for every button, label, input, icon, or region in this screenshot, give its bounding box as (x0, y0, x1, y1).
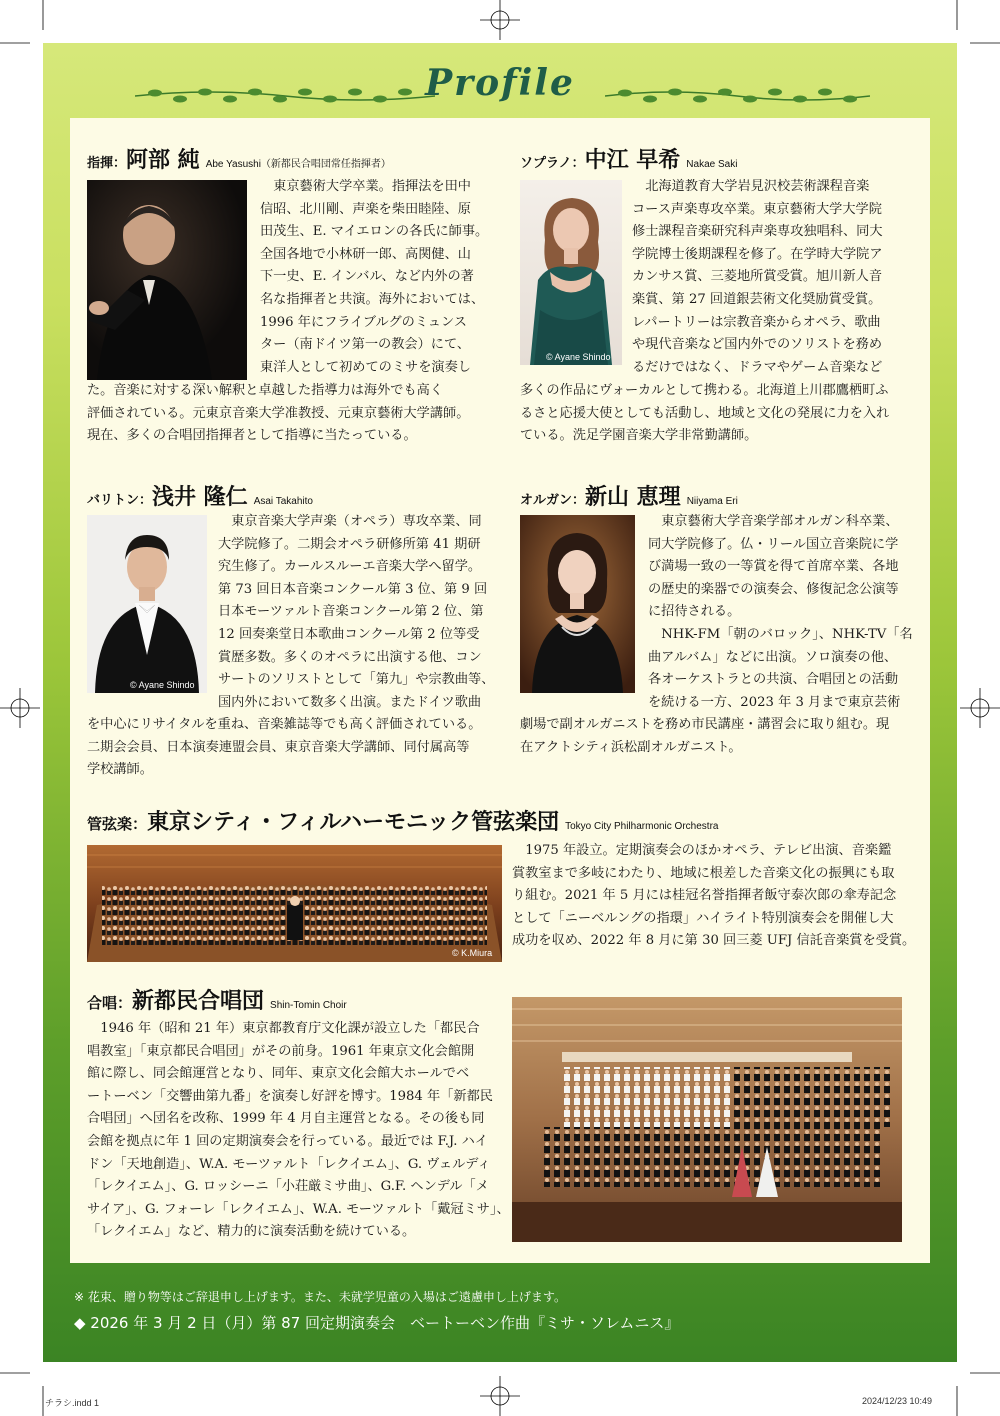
nakae-line: るさと応援大使としても活動し、地域と文化の発展に力を入れ (520, 405, 890, 421)
abe-role: 指揮： (87, 156, 127, 171)
asai-line: 東京音楽大学声楽（オペラ）専攻卒業、同 (231, 514, 482, 529)
niiyama-role: オルガン： (520, 493, 586, 508)
niiyama-line: NHK-FM「朝のバロック」、NHK-TV「名 (661, 626, 913, 642)
abe-line: 1996 年にフライブルグのミュンス (260, 314, 467, 330)
asai-line: 12 回奏楽堂日本歌曲コンクール第 2 位等受 (218, 626, 480, 642)
asai-line: 学校講師。 (87, 762, 153, 778)
asai-line: 第 73 回日本音楽コンクール第 3 位、第 9 回 (218, 581, 488, 597)
nakae-role: ソプラノ： (520, 156, 585, 171)
nakae-line: や現代音楽など国内外でのソリストを務め (632, 337, 883, 353)
choir-line: ートーベン「交響曲第九番」を演奏し好評を博す。1984 年「新都民 (87, 1088, 493, 1104)
abe-line: 現在、多くの合唱団指揮者として指導に当たっている。 (87, 428, 417, 444)
niiyama-line: の歴史的楽器での演奏会、修復記念公演等 (648, 581, 899, 597)
leaf-vine-right (605, 86, 870, 106)
niiyama-line: 東京藝術大学音楽学部オルガン科卒業、 (661, 514, 899, 529)
abe-line: 下一史、E. インバル、など内外の著 (260, 269, 474, 285)
niiyama-line: 同大学院修了。仏・リール国立音楽院に学 (648, 536, 899, 552)
nakae-name: 中江 早希 (584, 147, 681, 173)
orchestra-line: 1975 年設立。定期演奏会のほかオペラ、テレビ出演、音楽鑑 (525, 843, 892, 858)
asai-line: 国内外において数多く出演。またドイツ歌曲 (218, 694, 482, 710)
choir-line: 会館を拠点に年 1 回の定期演奏会を行っている。最近では F.J. ハイ (87, 1133, 488, 1149)
slug-filename: チラシ.indd 1 (45, 1398, 100, 1408)
slug-date: 2024/12/23 10:49 (862, 1396, 933, 1406)
abe-line: 東洋人として初めてのミサを演奏し (260, 359, 471, 375)
nakae-line: 学院博士後期課程を修了。在学時大学院ア (632, 246, 883, 262)
leaf-vine-left (135, 86, 435, 106)
choir-name: 新都民合唱団 (132, 988, 265, 1014)
orchestra-name: 東京シティ・フィルハーモニック管弦楽団 (147, 809, 560, 835)
niiyama-line: 在アクトシティ浜松副オルガニスト。 (520, 739, 742, 755)
choir-line: 1946 年（昭和 21 年）東京都教育庁文化課が設立した「都民合 (100, 1021, 480, 1036)
nakae-header (520, 143, 737, 174)
orchestra-line: 賞教室まで多岐にわたり、地域に根差した音楽文化の振興にも取 (512, 865, 895, 881)
nakae-line: コース声楽専攻卒業。東京藝術大学大学院 (632, 201, 882, 217)
nakae-line: 楽賞、第 27 回道銀芸術文化奨励賞受賞。 (632, 291, 882, 307)
asai-bio-wide (87, 714, 481, 782)
abe-line: 全国各地で小林研一郎、高関健、山 (260, 246, 471, 262)
choir-role: 合唱： (87, 994, 133, 1012)
nakae-line: るだけではなく、ドラマやゲーム音楽など (632, 359, 883, 375)
abe-photo (87, 180, 247, 380)
niiyama-bio-wide (520, 714, 889, 759)
asai-line: 賞歴多数。多くのオペラに出演する他、コン (218, 649, 482, 665)
abe-line: 名な指揮者と共演。海外においては、 (260, 291, 485, 307)
orchestra-photo-credit: © K.Miura (452, 948, 493, 958)
nakae-line: 修士課程音楽研究科声楽専攻独唱科、同大 (632, 224, 883, 240)
niiyama-header (520, 480, 738, 511)
abe-bio (260, 176, 488, 379)
nakae-line: 多くの作品にヴォーカルとして携わる。北海道上川郡鷹栖町ふ (520, 383, 889, 398)
nakae-photo (520, 180, 622, 365)
nakae-line: レパートリーは宗教音楽からオペラ、歌曲 (632, 314, 881, 330)
nakae-photo-credit: © Ayane Shindo (546, 352, 611, 362)
abe-line: ター（南ドイツ第一の教会）にて、 (260, 337, 471, 353)
choir-line: 唱教室」「東京都民合唱団」がその前身。1961 年東京文化会館開 (87, 1043, 475, 1059)
choir-line: 「レクイエム」など、精力的に演奏活動を続けている。 (87, 1224, 416, 1240)
niiyama-line: を続ける一方、2023 年 3 月まで東京芸術 (648, 694, 901, 710)
choir-bio (87, 1018, 510, 1244)
abe-header (87, 143, 391, 174)
niiyama-line: 各オーケストラとの共演、合唱団との活動 (648, 672, 899, 688)
asai-photo-credit: © Ayane Shindo (130, 680, 195, 690)
asai-bio (218, 511, 494, 714)
asai-name: 浅井 隆仁 (152, 484, 248, 510)
choir-line: 合唱団」へ団名を改称、1999 年 4 月自主運営となる。その後も同 (87, 1111, 485, 1127)
orchestra-line: として「ニーベルングの指環」ハイライト特別演奏会を開催し大 (512, 910, 894, 926)
choir-photo (512, 997, 902, 1242)
asai-line: 日本モーツァルト音楽コンクール第 2 位、第 (218, 604, 484, 620)
asai-header (87, 480, 313, 511)
notice-text: ※ 花束、贈り物等はご辞退申し上げます。また、未就学児童の入場はご遠慮申し上げます。 (74, 1290, 566, 1304)
choir-line: サイア」、G. フォーレ「レクイエム」、W.A. モーツァルト「戴冠ミサ」、 (87, 1201, 510, 1217)
nakae-bio (632, 176, 883, 379)
niiyama-photo (520, 515, 635, 693)
abe-line: た。音楽に対する深い解釈と卓越した指導力は海外でも高く (87, 383, 444, 398)
asai-line: 究生修了。カールスルーエ音楽大学へ留学。 (218, 559, 482, 575)
choir-line: 館に際し、同会館運営となり、同年、東京文化会館大ホールでベ (87, 1066, 470, 1082)
nakae-romaji: Nakae Saki (686, 159, 738, 170)
abe-line: 評価されている。元東京音楽大学准教授、元東京藝術大学講師。 (87, 405, 470, 421)
orchestra-photo (87, 845, 502, 962)
page-title: Profile (425, 62, 575, 104)
niiyama-bio (648, 511, 913, 714)
niiyama-line: 曲アルバム」などに出演。ソロ演奏の他、 (648, 649, 898, 665)
orchestra-romaji: Tokyo City Philharmonic Orchestra (565, 821, 719, 832)
choir-line: 「レクイエム」、G. ロッシーニ「小荘厳ミサ曲」、G.F. ヘンデル「メ (87, 1179, 489, 1195)
asai-line: 大学院修了。二期会オペラ研修所第 41 期研 (218, 536, 481, 552)
asai-line: 二期会会員、日本演奏連盟会員、東京音楽大学講師、同付属高等 (87, 739, 470, 755)
asai-role: バリトン： (87, 493, 153, 508)
asai-line: を中心にリサイタルを重ね、音楽雑誌等でも高く評価されている。 (87, 717, 482, 732)
abe-romaji: Abe Yasushi（新都民合唱団常任指揮者） (205, 159, 391, 170)
concert-info: ◆ 2026 年 3 月 2 日（月）第 87 回定期演奏会 ベートーベン作曲『ミサ・ソレムニス』 (74, 1314, 680, 1332)
nakae-bio-wide (520, 380, 889, 448)
nakae-line: ている。洗足学園音楽大学非常勤講師。 (520, 428, 758, 444)
nakae-line: 北海道教育大学岩見沢校芸術課程音楽 (645, 179, 870, 194)
choir-romaji: Shin-Tomin Choir (270, 1000, 347, 1011)
abe-bio-wide (87, 380, 469, 448)
abe-name: 阿部 純 (126, 147, 200, 173)
choir-line: ドン「天地創造」、W.A. モーツァルト「レクイエム」、G. ヴェルディ (87, 1156, 491, 1172)
abe-line: 東京藝術大学卒業。指揮法を田中 (273, 179, 471, 194)
niiyama-line: び満場一致の一等賞を得て首席卒業、各地 (648, 559, 899, 575)
orchestra-role: 管弦楽： (87, 815, 148, 833)
niiyama-line: 劇場で副オルガニストを務め市民講座・講習会に取り組む。現 (520, 717, 890, 732)
asai-photo (87, 515, 207, 693)
niiyama-romaji: Niiyama Eri (686, 496, 738, 507)
orchestra-line: 成功を収め、2022 年 8 月に第 30 回三菱 UFJ 信託音楽賞を受賞。 (512, 933, 916, 949)
asai-romaji: Asai Takahito (253, 496, 313, 507)
abe-line: 信昭、北川剛、声楽を柴田睦陸、原 (260, 201, 471, 217)
orchestra-line: り組む。2021 年 5 月には桂冠名誉指揮者飯守泰次郎の傘寿記念 (512, 888, 897, 904)
asai-line: サートのソリストとして「第九」や宗教曲等、 (218, 672, 495, 688)
orchestra-bio (512, 840, 915, 953)
nakae-line: カンサス賞、三菱地所賞受賞。旭川新人音 (632, 269, 883, 285)
choir-header (87, 984, 347, 1015)
niiyama-line: に招待される。 (648, 604, 741, 620)
abe-line: 田茂生、E. マイエロンの各氏に師事。 (260, 224, 489, 240)
niiyama-name: 新山 恵理 (585, 484, 681, 510)
orchestra-header (87, 805, 718, 836)
